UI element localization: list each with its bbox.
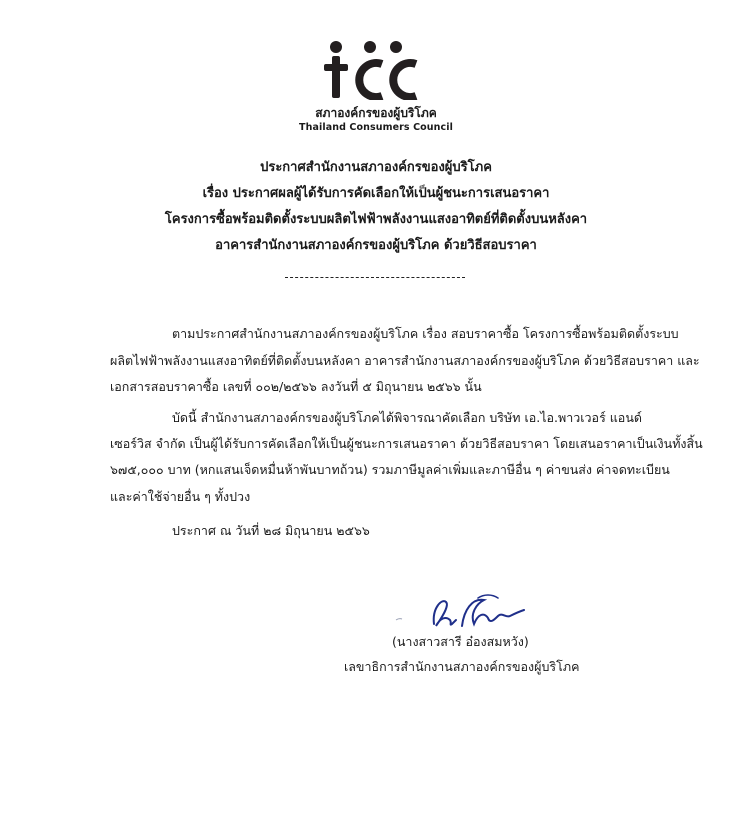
signatory-position: เลขาธิการสำนักงานสภาองค์กรของผู้บริโภค [344, 659, 580, 674]
announcement-date: ประกาศ ณ วันที่ ๒๘ มิถุนายน ๒๕๖๖ [172, 523, 370, 538]
dashed-divider [285, 277, 465, 278]
heading-line-4: อาคารสำนักงานสภาองค์กรของผู้บริโภค ด้วยวิธีสอบราคา [215, 238, 537, 253]
paragraph-1-line-1: ตามประกาศสำนักงานสภาองค์กรของผู้บริโภค เรื่อง สอบราคาซื้อ โครงการซื้อพร้อมติดตั้งระบบ [172, 326, 679, 341]
paragraph-1-line-2: ผลิตไฟฟ้าพลังงานแสงอาทิตย์ที่ติดตั้งบนหลังคา อาคารสำนักงานสภาองค์กรของผู้บริโภค ด้วยวิธีสอบราคา และ [110, 353, 700, 368]
heading-line-3: โครงการซื้อพร้อมติดตั้งระบบผลิตไฟฟ้าพลังงานแสงอาทิตย์ที่ติดตั้งบนหลังคา [164, 212, 588, 227]
signatory-name: (นางสาวสารี อ๋องสมหวัง) [392, 634, 529, 649]
paragraph-2-line-2: เซอร์วิส จำกัด เป็นผู้ได้รับการคัดเลือกให้เป็นผู้ชนะการเสนอราคา ด้วยวิธีสอบราคา โดยเสนอราคาเป็นเงินทั้งสิ้น [110, 436, 703, 451]
paragraph-2-line-4: และค่าใช้จ่ายอื่น ๆ ทั้งปวง [110, 489, 251, 504]
paragraph-1-line-3: เอกสารสอบราคาซื้อ เลขที่ ๐๐๒/๒๕๖๖ ลงวันที่ ๕ มิถุนายน ๒๕๖๖ นั้น [110, 379, 482, 394]
handwritten-signature [394, 590, 544, 636]
paragraph-2-line-3: ๖๗๕,๐๐๐ บาท (หกแสนเจ็ดหมื่นห้าพันบาทถ้วน) รวมภาษีมูลค่าเพิ่มและภาษีอื่น ๆ ค่าขนส่ง ค่าจดทะเบียน [110, 462, 670, 477]
org-name-english: Thailand Consumers Council [299, 122, 453, 133]
heading-line-1: ประกาศสำนักงานสภาองค์กรของผู้บริโภค [260, 160, 492, 175]
tcc-logo [322, 40, 422, 100]
org-name-thai: สภาองค์กรของผู้บริโภค [315, 106, 437, 120]
heading-line-2: เรื่อง ประกาศผลผู้ได้รับการคัดเลือกให้เป็นผู้ชนะการเสนอราคา [202, 186, 550, 201]
paragraph-2-line-1: บัดนี้ สำนักงานสภาองค์กรของผู้บริโภคได้พิจารณาคัดเลือก บริษัท เอ.ไอ.พาวเวอร์ แอนด์ [172, 410, 642, 425]
